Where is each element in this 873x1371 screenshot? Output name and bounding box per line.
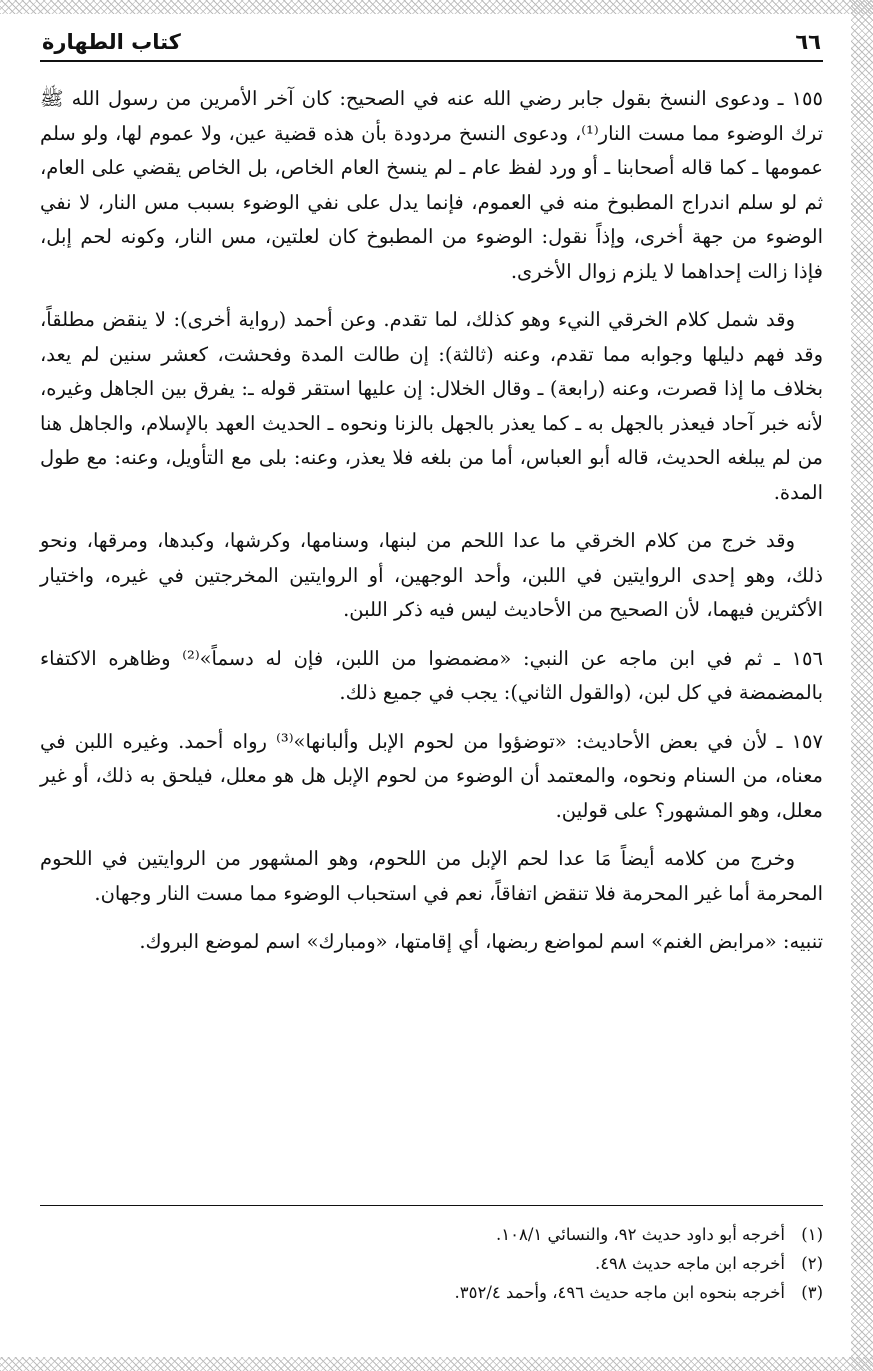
paragraph: تنبيه: «مرابض الغنم» اسم لمواضع ربضها، أي إقامتها، «ومبارك» اسم لموضع البروك. — [139, 930, 823, 953]
decorative-border-top — [0, 0, 873, 14]
footnote-text: أخرجه بنحوه ابن ماجه حديث ٤٩٦، وأحمد ٣٥٢/٤. — [454, 1283, 785, 1302]
page-number: ٦٦ — [795, 30, 821, 54]
paragraph: وقد خرج من كلام الخرقي ما عدا اللحم من لبنها، وسنامها، وكرشها، وكبدها، ومرقها، ونحو ذلك، وهو إحدى الروايتين في اللبن، وأحد الوجهين، أو الروايتين المخرجتين في غيره، واختيار الأكثرين فيهما، لأن الصحيح من الأحاديث ليس فيه ذكر اللبن. — [40, 529, 823, 621]
paragraph: ١٥٧ ـ لأن في بعض الأحاديث: «توضؤوا من لحوم الإبل وألبانها»⁽³⁾ رواه أحمد. وغيره اللبن في معناه، من السنام ونحوه، والمعتمد أن الوضوء من لحوم الإبل هل هو معلل، فيلحق به ذلك، أو غير معلل، وهو المشهور؟ على قولين. — [40, 729, 823, 822]
paragraph: ١٥٦ ـ ثم في ابن ماجه عن النبي: «مضمضوا من اللبن، فإن له دسماً»⁽²⁾ وظاهره الاكتفاء بالمضمضة في كل لبن، (والقول الثاني): يجب في جميع ذلك. — [40, 646, 823, 704]
main-text — [40, 82, 823, 960]
footnotes — [40, 1205, 823, 1307]
footnote-number: (٣) — [801, 1283, 823, 1302]
decorative-border-right — [851, 0, 873, 1371]
page-header — [40, 30, 823, 62]
footnote — [40, 1220, 823, 1249]
footnote-text: أخرجه ابن ماجه حديث ٤٩٨. — [594, 1254, 785, 1273]
paragraph: وقد شمل كلام الخرقي النيء وهو كذلك، لما تقدم. وعن أحمد (رواية أخرى): لا ينقض مطلقاً، وقد فهم دليلها وجوابه مما تقدم، وعنه (ثالثة): إن طالت المدة وفحشت، كعشر سنين لم يعد، بخلاف ما إذا قصرت، وعنه (رابعة) ـ وقال الخلال: إن عليها استقر قوله ـ: يفرق بين الجاهل وغيره، لأنه خبر آحاد فيعذر بالجهل به ـ كما يعذر بالجهل بالزنا ونحوه ـ الحديث العهد بالإسلام، والجاهل هنا من لم يبلغه الحديث، قاله أبو العباس، أما من بلغه فلا يعذر، وعنه: بلى مع التأويل، وعنه: مع طول المدة. — [40, 308, 823, 504]
footnote-number: (١) — [801, 1225, 823, 1244]
paragraph: وخرج من كلامه أيضاً مَا عدا لحم الإبل من اللحوم، وهو المشهور من الروايتين في اللحوم المحرمة أما غير المحرمة فلا تنقض اتفاقاً، نعم في استحباب الوضوء مما مست النار وجهان. — [40, 847, 823, 905]
chapter-title: كتاب الطهارة — [42, 30, 181, 54]
footnote-number: (٢) — [801, 1254, 823, 1273]
paragraph: ١٥٥ ـ ودعوى النسخ بقول جابر رضي الله عنه في الصحيح: كان آخر الأمرين من رسول الله ﷺ ترك الوضوء مما مست النار⁽¹⁾، ودعوى النسخ مردودة بأن هذه قضية عين، ولا عموم لها، ولو سلم عمومها ـ كما قاله أصحابنا ـ أو ورد لفظ عام ـ لم ينسخ العام الخاص، بل الخاص يقضي على العام، ثم لو سلم اندراج المطبوخ منه في العموم، فإنما يدل على نفي الوضوء بسبب مس النار، لا نفي الوضوء من جهة أخرى، وإذاً نقول: الوضوء من المطبوخ كان لعلتين، مس النار، وكونه لحم إبل، فإذا زالت إحداهما لا يلزم زوال الأخرى. — [40, 87, 823, 283]
footnote — [40, 1249, 823, 1278]
footnote — [40, 1278, 823, 1307]
decorative-border-bottom — [0, 1357, 873, 1371]
book-page — [40, 30, 823, 1351]
footnote-text: أخرجه أبو داود حديث ٩٢، والنسائي ١٠٨/١. — [496, 1225, 785, 1244]
